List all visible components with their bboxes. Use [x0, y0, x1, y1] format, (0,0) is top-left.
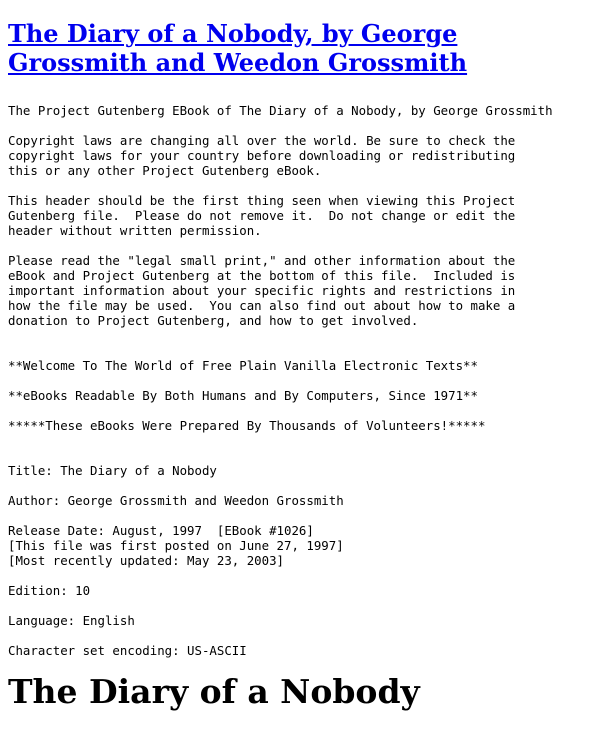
spacer — [8, 478, 590, 493]
meta-language: Language: English — [8, 613, 135, 628]
text-line: Gutenberg file. Please do not remove it. Do not change or edit the — [8, 208, 516, 223]
meta-title: Title: The Diary of a Nobody — [8, 463, 217, 478]
text-line: important information about your specific rights and restrictions in — [8, 283, 516, 298]
spacer — [8, 373, 590, 388]
meta-release — [8, 523, 590, 568]
text-line: this or any other Project Gutenberg eBook. — [8, 163, 322, 178]
header-paragraph-1: The Project Gutenberg EBook of The Diary of a Nobody, by George Grossmith — [8, 103, 553, 118]
text-line: copyright laws for your country before downloading or redistributing — [8, 148, 516, 163]
text-line: donation to Project Gutenberg, and how to get involved. — [8, 313, 419, 328]
text-line: Please read the "legal small print," and other information about the — [8, 253, 516, 268]
spacer — [8, 238, 590, 253]
spacer — [8, 433, 590, 463]
document-page — [8, 0, 590, 750]
header-paragraph-2 — [8, 133, 590, 178]
text-line: header without written permission. — [8, 223, 262, 238]
text-line: eBook and Project Gutenberg at the bottom of this file. Included is — [8, 268, 516, 283]
spacer — [8, 568, 590, 583]
spacer — [8, 403, 590, 418]
volunteers-line: *****These eBooks Were Prepared By Thousands of Volunteers!***** — [8, 418, 486, 433]
text-line: Copyright laws are changing all over the world. Be sure to check the — [8, 133, 516, 148]
welcome-line: **Welcome To The World of Free Plain Vanilla Electronic Texts** — [8, 358, 478, 373]
text-line: [Most recently updated: May 23, 2003] — [8, 553, 285, 568]
spacer — [8, 118, 590, 133]
book-title-heading: The Diary of a Nobody — [8, 672, 420, 711]
title-link-line-2[interactable]: Grossmith and Weedon Grossmith — [8, 48, 468, 77]
spacer — [8, 508, 590, 523]
spacer — [8, 328, 590, 358]
text-line: [This file was first posted on June 27, 1997] — [8, 538, 344, 553]
readable-line: **eBooks Readable By Both Humans and By Computers, Since 1971** — [8, 388, 478, 403]
text-line: Release Date: August, 1997 [EBook #1026] — [8, 523, 314, 538]
spacer — [8, 628, 590, 643]
header-paragraph-4 — [8, 253, 590, 328]
spacer — [8, 598, 590, 613]
meta-author: Author: George Grossmith and Weedon Grossmith — [8, 493, 344, 508]
text-line: This header should be the first thing seen when viewing this Project — [8, 193, 516, 208]
text-line: how the file may be used. You can also find out about how to make a — [8, 298, 516, 313]
meta-charset: Character set encoding: US-ASCII — [8, 643, 247, 658]
title-link-line-1[interactable]: The Diary of a Nobody, by George — [8, 19, 458, 48]
header-paragraph-3 — [8, 193, 590, 238]
title-link[interactable] — [8, 19, 528, 77]
spacer — [8, 178, 590, 193]
meta-edition: Edition: 10 — [8, 583, 91, 598]
